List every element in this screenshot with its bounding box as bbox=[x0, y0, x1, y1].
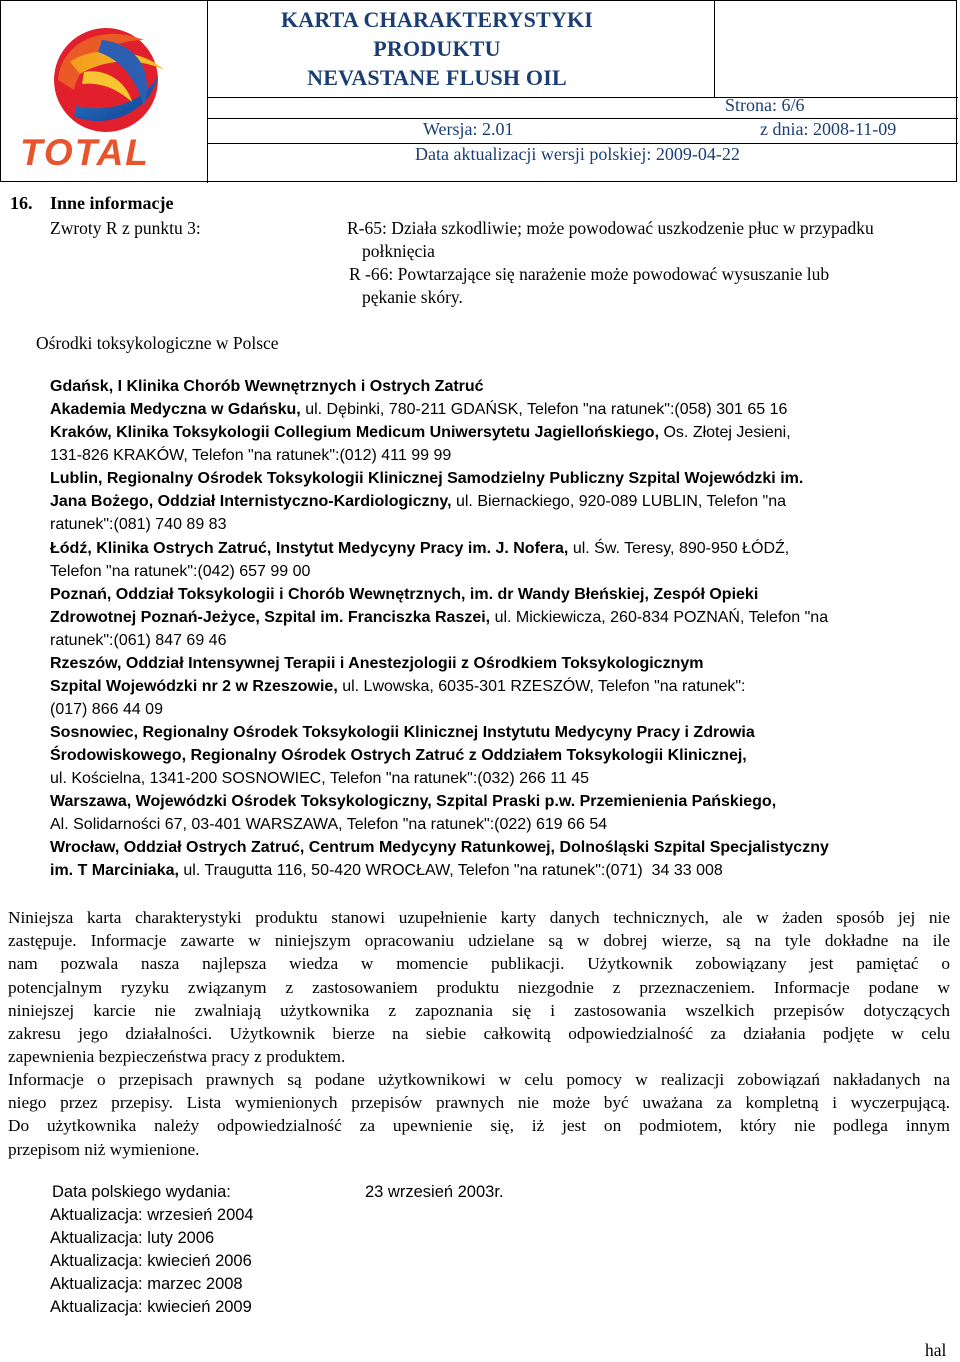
page-number: Strona: 6/6 bbox=[725, 95, 805, 115]
paragraph-line: nam pozwala nasza najlepsza wiedza w momencie publikacji. Użytkownik zobowiązany jest pamiętać o bbox=[8, 954, 950, 974]
center-line bbox=[50, 470, 803, 488]
header-divider bbox=[207, 97, 958, 98]
center-address: Telefon "na ratunek":(042) 657 99 00 bbox=[50, 563, 311, 580]
section-title: Inne informacje bbox=[50, 193, 174, 213]
centers-heading: Ośrodki toksykologiczne w Polsce bbox=[36, 333, 279, 353]
center-address: ratunek":(061) 847 69 46 bbox=[50, 632, 227, 649]
center-name: im. T Marciniaka, bbox=[50, 862, 179, 879]
doc-title-line-1: KARTA CHARAKTERYSTYKI bbox=[280, 7, 594, 32]
header-divider bbox=[714, 1, 715, 98]
center-name: Kraków, Klinika Toksykologii Collegium Medicum Uniwersytetu Jagiellońskiego, bbox=[50, 424, 660, 441]
center-line bbox=[50, 793, 776, 811]
center-address: ul. Biernackiego, 920-089 LUBLIN, Telefon "na bbox=[451, 493, 787, 510]
center-name: Szpital Wojewódzki nr 2 w Rzeszowie, bbox=[50, 678, 338, 695]
center-name: Akademia Medyczna w Gdańsku, bbox=[50, 401, 301, 418]
logo-wordmark: TOTAL bbox=[20, 132, 150, 173]
center-line bbox=[50, 747, 747, 765]
center-name: Zdrowotnej Poznań-Jeżyce, Szpital im. Franciszka Raszei, bbox=[50, 609, 491, 626]
section-number: 16. bbox=[10, 193, 33, 213]
center-name: Łódź, Klinika Ostrych Zatruć, Instytut Medycyny Pracy im. J. Nofera, bbox=[50, 540, 569, 557]
paragraph-line: zapewnienia bezpieczeństwa pracy z produktem. bbox=[8, 1047, 346, 1067]
r-phrases-label: Zwroty R z punktu 3: bbox=[50, 218, 201, 238]
version-date: z dnia: 2008-11-09 bbox=[760, 119, 897, 139]
center-name: Rzeszów, Oddział Intensywnej Terapii i Anestezjologii z Ośrodkiem Toksykologicznym bbox=[50, 655, 704, 672]
center-line bbox=[50, 447, 451, 465]
center-name: Lublin, Regionalny Ośrodek Toksykologii Klinicznej Samodzielny Publiczny Szpital Wojewódzki im. bbox=[50, 470, 804, 487]
paragraph-line: zakresu jego działalności. Użytkownik bierze na siebie całkowitą odpowiedzialność za działania podjęte w celu bbox=[8, 1024, 950, 1044]
r-phrase-line: pękanie skóry. bbox=[362, 287, 463, 307]
disclaimer-paragraph bbox=[8, 906, 950, 1068]
center-line bbox=[50, 586, 758, 604]
center-line bbox=[50, 839, 829, 857]
legal-paragraph bbox=[8, 1068, 950, 1161]
center-name: Środowiskowego, Regionalny Ośrodek Ostrych Zatruć z Oddziałem Toksykologii Klinicznej, bbox=[50, 747, 747, 764]
center-line bbox=[50, 540, 789, 558]
center-address: Os. Złotej Jesieni, bbox=[659, 424, 791, 441]
paragraph-line: Niniejsza karta charakterystyki produktu stanowi uzupełnienie karty danych technicznych, ale w żaden sposób jej nie bbox=[8, 908, 950, 927]
center-line bbox=[50, 862, 723, 880]
issue-date-value: 23 wrzesień 2003r. bbox=[365, 1183, 504, 1201]
center-address: ul. Św. Teresy, 890-950 ŁÓDŹ, bbox=[568, 540, 790, 557]
center-line bbox=[50, 678, 745, 696]
center-line bbox=[50, 816, 607, 834]
center-line bbox=[50, 701, 163, 719]
paragraph-line: potencjalnym ryzyku związanym z zastosowaniem produktu niezgodnie z przeznaczeniem. Informacje podane w bbox=[8, 977, 950, 997]
center-address: ratunek":(081) 740 89 83 bbox=[50, 516, 227, 533]
doc-title-line-3: NEVASTANE FLUSH OIL bbox=[307, 65, 567, 90]
center-name: Jana Bożego, Oddział Internistyczno-Kardiologiczny, bbox=[50, 493, 452, 510]
footer-initials: hal bbox=[925, 1340, 947, 1360]
center-line bbox=[50, 563, 310, 581]
center-name: Gdańsk, I Klinika Chorób Wewnętrznych i Ostrych Zatruć bbox=[50, 378, 484, 395]
r-phrase-line: R-65: Działa szkodliwie; może powodować uszkodzenie płuc w przypadku bbox=[347, 218, 874, 238]
center-line bbox=[50, 401, 787, 419]
center-name: Wrocław, Oddział Ostrych Zatruć, Centrum Medycyny Ratunkowej, Dolnośląski Szpital Specjalistyczny bbox=[50, 839, 829, 856]
center-address: ul. Lwowska, 6035-301 RZESZÓW, Telefon "na ratunek": bbox=[337, 678, 746, 695]
center-line bbox=[50, 516, 226, 534]
r-phrase-line: połknięcia bbox=[362, 241, 435, 261]
center-name: Warszawa, Wojewódzki Ośrodek Toksykologiczny, Szpital Praski p.w. Przemienienia Pańskiego, bbox=[50, 793, 777, 810]
center-address: (017) 866 44 09 bbox=[50, 701, 163, 718]
center-address: ul. Mickiewicza, 260-834 POZNAŃ, Telefon "na bbox=[490, 609, 829, 626]
paragraph-line: niego przez przepisy. Lista wymienionych przepisów prawnych nie może być uważana za kompletną i wyczerpującą. bbox=[8, 1093, 950, 1113]
update-entry: Aktualizacja: wrzesień 2004 bbox=[50, 1206, 254, 1224]
center-line bbox=[50, 655, 703, 673]
center-address: 131-826 KRAKÓW, Telefon "na ratunek":(012) 411 99 99 bbox=[50, 447, 452, 464]
paragraph-line: niniejszej karcie nie zwalniają użytkownika z zapoznania się i zastosowania wszelkich przepisów dotyczących bbox=[8, 1000, 950, 1020]
update-date: Data aktualizacji wersji polskiej: 2009-04-22 bbox=[415, 144, 740, 164]
center-line bbox=[50, 493, 786, 511]
center-name: Poznań, Oddział Toksykologii i Chorób Wewnętrznych, im. dr Wandy Błeńskiej, Zespół Opieki bbox=[50, 586, 759, 603]
update-entry: Aktualizacja: kwiecień 2006 bbox=[50, 1252, 252, 1270]
header-divider bbox=[207, 1, 208, 183]
paragraph-line: Informacje o przepisach prawnych są podane użytkownikowi w celu pomocy w realizacji zobowiązań nakładanych na bbox=[8, 1070, 950, 1089]
center-line bbox=[50, 724, 755, 742]
center-line bbox=[50, 609, 828, 627]
center-address: Al. Solidarności 67, 03-401 WARSZAWA, Telefon "na ratunek":(022) 619 66 54 bbox=[50, 816, 608, 833]
center-line bbox=[50, 632, 226, 650]
center-address: ul. Dębinki, 780-211 GDAŃSK, Telefon "na ratunek":(058) 301 65 16 bbox=[300, 401, 788, 418]
issue-date-label: Data polskiego wydania: bbox=[52, 1183, 231, 1201]
center-line bbox=[50, 424, 791, 442]
center-line bbox=[50, 770, 589, 788]
center-address: ul. Traugutta 116, 50-420 WROCŁAW, Telefon "na ratunek":(071) 34 33 008 bbox=[178, 862, 723, 879]
center-address: ul. Kościelna, 1341-200 SOSNOWIEC, Telefon "na ratunek":(032) 266 11 45 bbox=[50, 770, 590, 787]
r-phrase-line: R -66: Powtarzające się narażenie może powodować wysuszanie lub bbox=[349, 264, 830, 284]
version-label: Wersja: 2.01 bbox=[423, 119, 514, 139]
total-logo-emblem-icon bbox=[14, 10, 204, 140]
paragraph-line: przepisom niż wymienione. bbox=[8, 1139, 200, 1159]
update-entry: Aktualizacja: marzec 2008 bbox=[50, 1275, 243, 1293]
update-entry: Aktualizacja: luty 2006 bbox=[50, 1229, 215, 1247]
paragraph-line: zastępuje. Informacje zawarte w niniejszym opracowaniu udzielane są w dobrej wierze, są na tyle dokładne na ile bbox=[8, 931, 950, 951]
center-name: Sosnowiec, Regionalny Ośrodek Toksykologii Klinicznej Instytutu Medycyny Pracy i Zdrowia bbox=[50, 724, 755, 741]
paragraph-line: Do użytkownika należy odpowiedzialność za upewnienie się, iż jest on podmiotem, który nie podlega innym bbox=[8, 1116, 950, 1136]
update-entry: Aktualizacja: kwiecień 2009 bbox=[50, 1298, 252, 1316]
doc-title-line-2: PRODUKTU bbox=[373, 36, 501, 61]
center-line bbox=[50, 378, 484, 396]
